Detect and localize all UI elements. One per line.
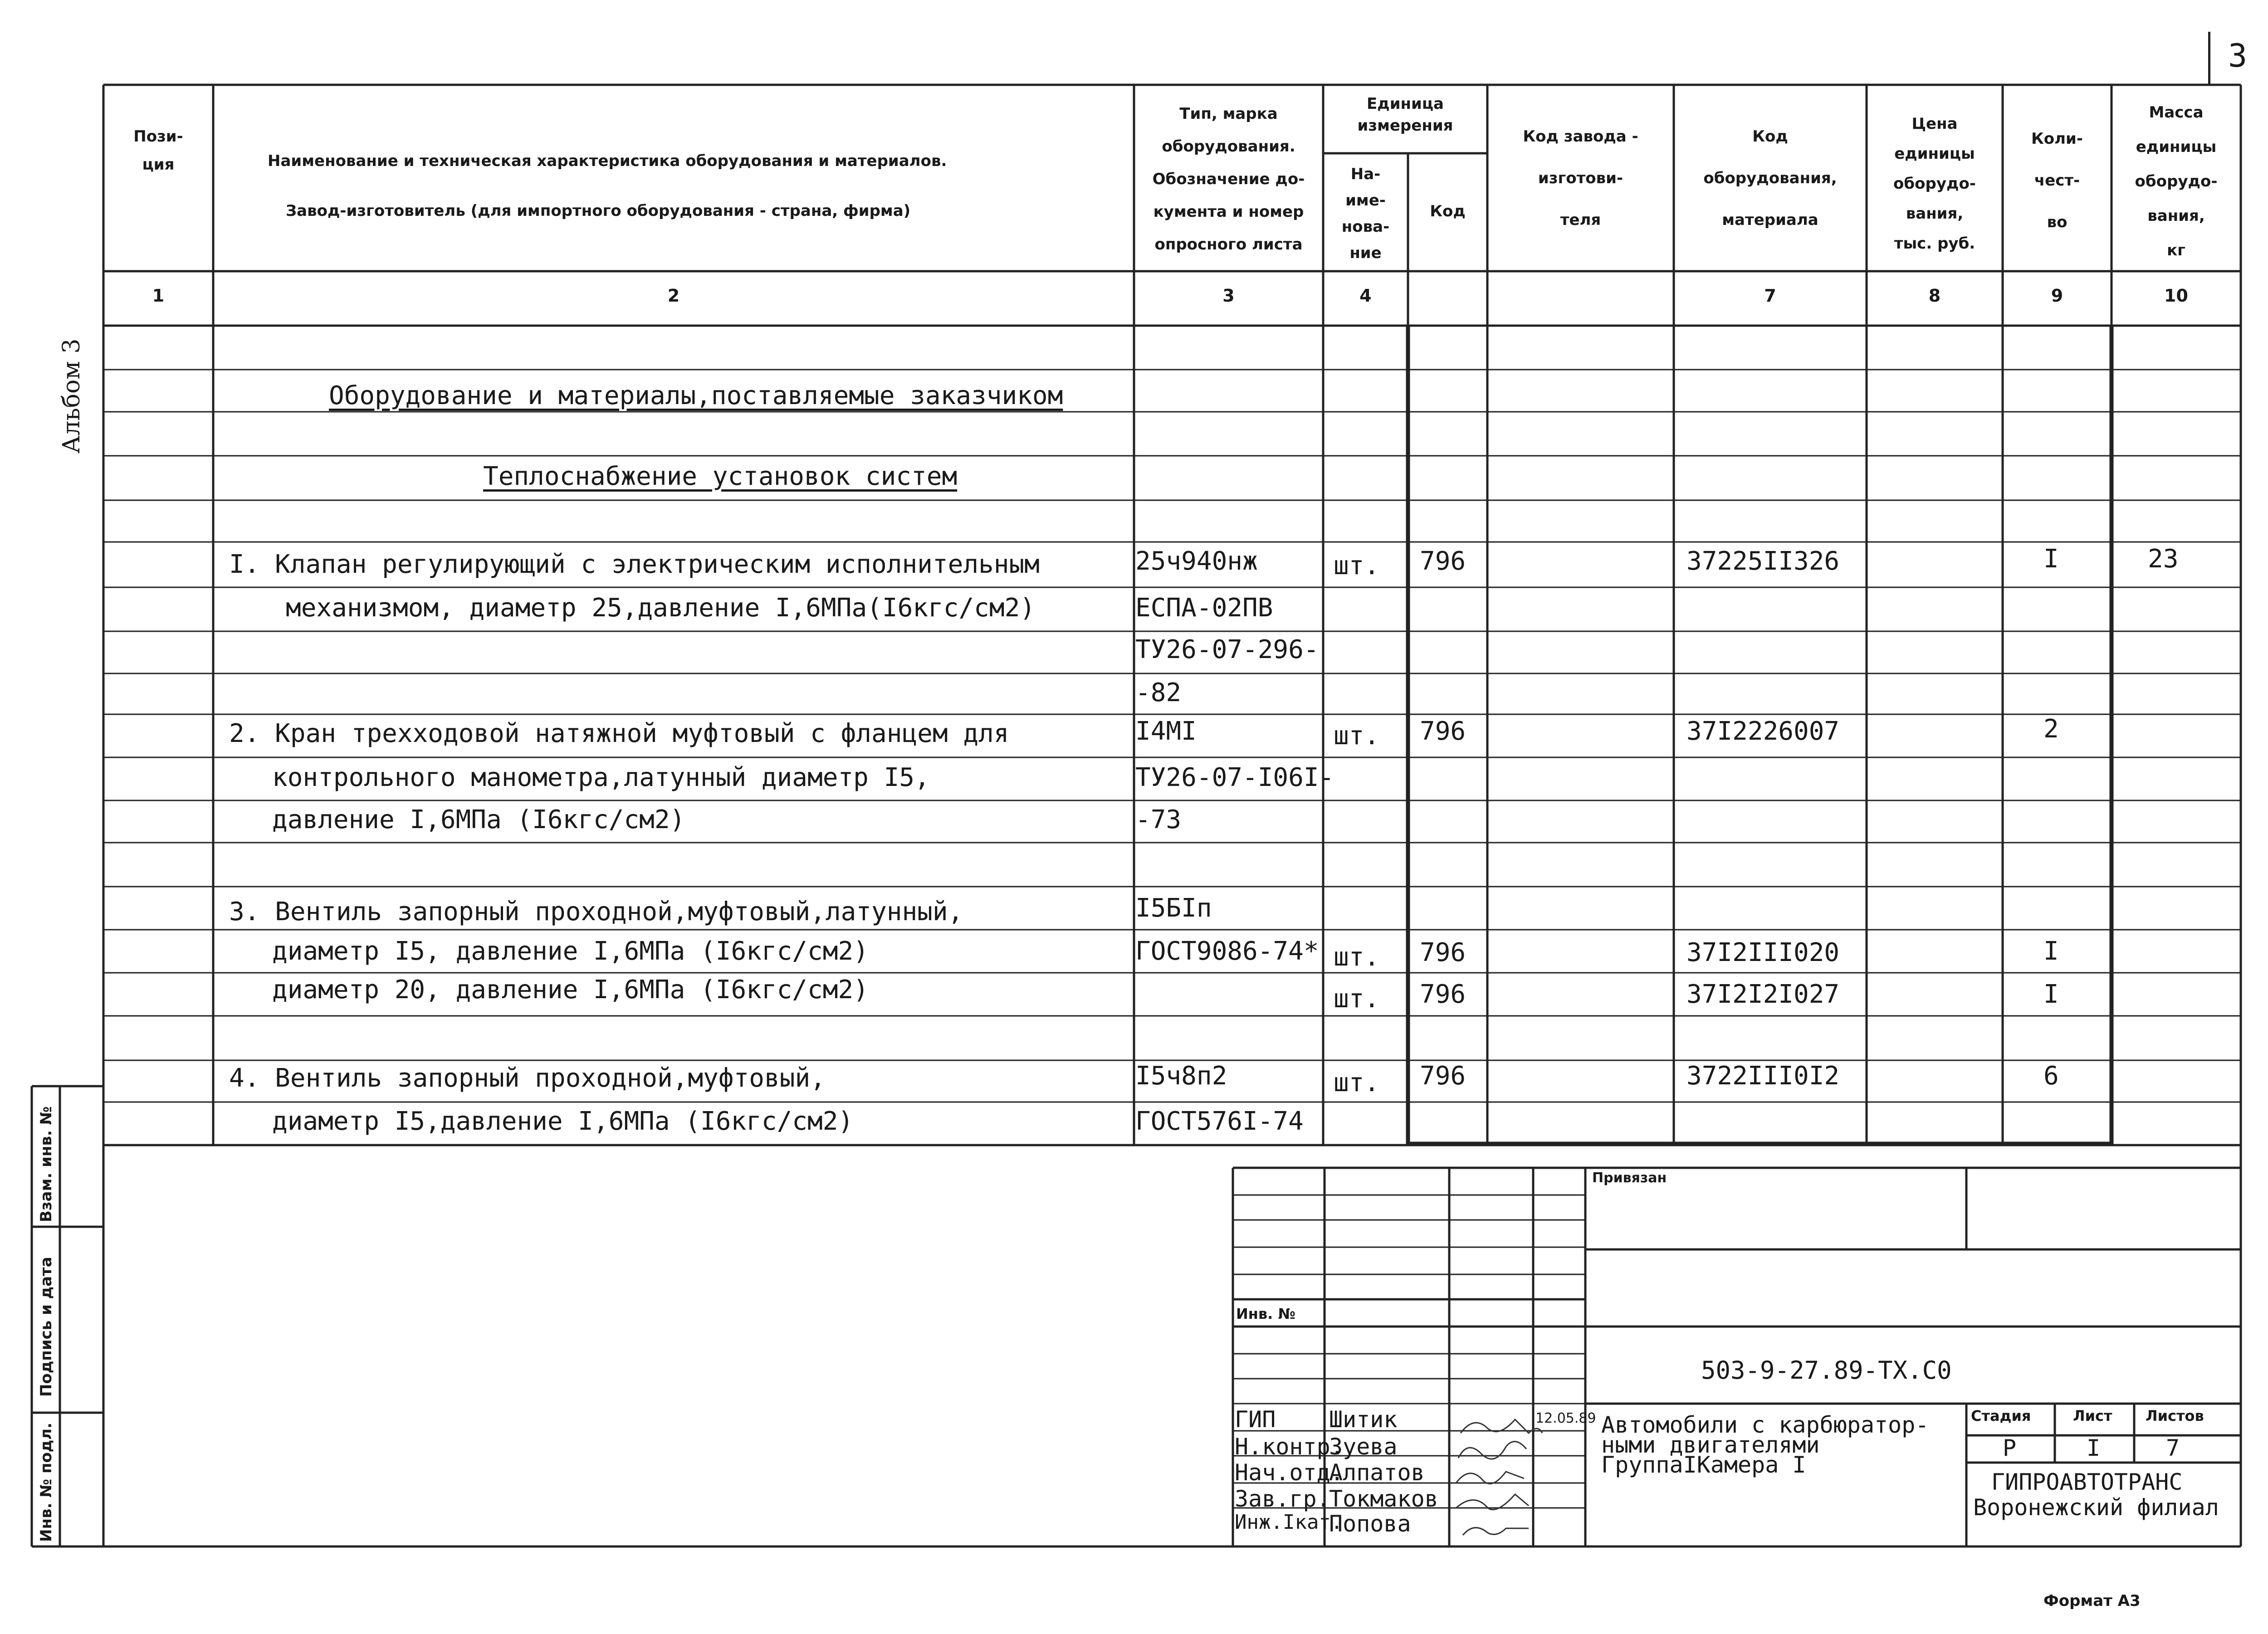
row-unit: шт.: [1334, 721, 1380, 751]
stamp-listov-label: Листов: [2146, 1407, 2204, 1424]
stamp-listov: 7: [2166, 1435, 2180, 1461]
row-name: I. Клапан регулирующий с электрическим исполнительным: [229, 550, 1040, 579]
row-type: -82: [1135, 678, 1182, 707]
row-name: диаметр I5, давление I,6МПа (I6кгс/см2): [272, 937, 869, 966]
stamp-privyazan: Привязан: [1592, 1170, 1667, 1186]
margin-label-replaced-inv: Взам. инв. №: [37, 1106, 55, 1222]
header-unit: Единица измерения: [1357, 95, 1453, 135]
header-type: Тип, марка оборудования. Обозначение до- кумента и номер опросного листа: [1152, 105, 1305, 254]
row-code: 796: [1420, 717, 1466, 746]
album-label: Альбом 3: [58, 338, 85, 454]
page-number: 3: [2228, 37, 2248, 74]
row-material-code: 37I2I2I027: [1686, 980, 1840, 1009]
sign-role: Зав.гр.: [1235, 1486, 1330, 1512]
col-number: 10: [2164, 286, 2188, 306]
header-unit-code: Код: [1430, 202, 1466, 220]
row-name: давление I,6МПа (I6кгс/см2): [272, 805, 685, 834]
header-pos: Пози- ция: [133, 127, 183, 174]
row-qty: I: [2043, 937, 2059, 966]
row-code: 796: [1420, 1061, 1466, 1091]
signatures: [1456, 1419, 1542, 1535]
row-unit: шт.: [1334, 984, 1380, 1014]
row-type: ТУ26-07-296-: [1135, 635, 1319, 664]
sign-role: ГИП: [1235, 1406, 1276, 1433]
row-qty: 6: [2043, 1061, 2059, 1091]
stamp-stadia: Р: [2003, 1435, 2017, 1461]
row-qty: I: [2043, 980, 2059, 1009]
stamp-doc-code: 503-9-27.89-ТХ.С0: [1701, 1356, 1952, 1385]
row-type: I5БIп: [1135, 893, 1212, 923]
row-unit: шт.: [1334, 1068, 1380, 1097]
row-code: 796: [1420, 980, 1466, 1009]
row-type: -73: [1135, 805, 1182, 834]
row-type: I5ч8п2: [1135, 1061, 1227, 1091]
row-name: 4. Вентиль запорный проходной,муфтовый,: [229, 1063, 826, 1093]
header-name: Наименование и техническая характеристика оборудования и материалов. Завод-изготовитель (для импортного оборудования - страна, фирма): [268, 152, 947, 220]
row-material-code: 3722III0I2: [1686, 1061, 1840, 1091]
row-name: контрольного манометра,латунный диаметр I5,: [272, 763, 930, 792]
sign-name: Шитик: [1329, 1406, 1398, 1433]
row-name: диаметр 20, давление I,6МПа (I6кгс/см2): [272, 975, 869, 1005]
section-title: Оборудование и материалы,поставляемые заказчиком: [329, 381, 1063, 410]
stamp-list: I: [2087, 1435, 2101, 1461]
row-code: 796: [1420, 546, 1466, 576]
format-label: Формат А3: [2043, 1592, 2141, 1610]
stamp-inv-no: Инв. №: [1236, 1305, 1295, 1322]
row-unit: шт.: [1334, 942, 1380, 972]
row-mass: 23: [2148, 544, 2179, 574]
sign-role: Инж.Iкат.: [1235, 1511, 1343, 1534]
sign-name: Попова: [1329, 1511, 1411, 1537]
stamp-title: Автомобили с карбюратор- ными двигателями ГруппаIКамера I: [1601, 1412, 1929, 1478]
header-qty: Коли- чест- во: [2031, 130, 2083, 231]
row-name: 3. Вентиль запорный проходной,муфтовый,латунный,: [229, 897, 963, 927]
col-number: 2: [667, 286, 680, 306]
sign-role: Н.контр.: [1235, 1434, 1344, 1460]
row-type: ГОСТ576I-74: [1135, 1107, 1304, 1136]
row-name: механизмом, диаметр 25,давление I,6МПа(I6кгс/см2): [286, 593, 1036, 623]
header-plant-code: Код завода - изготови- теля: [1523, 127, 1638, 229]
row-type: 25ч940нж: [1135, 546, 1258, 576]
header-price: Цена единицы оборудо- вания, тыс. руб.: [1893, 115, 1976, 253]
stamp-organization: ГИПРОАВТОТРАНС Воронежский филиал: [1973, 1469, 2219, 1521]
row-name: диаметр I5,давление I,6МПа (I6кгс/см2): [272, 1107, 854, 1136]
subsection-title: Теплоснабжение установок систем: [483, 462, 958, 491]
header-unit-name: На- име- нова- ние: [1341, 165, 1390, 262]
row-material-code: 37I2III020: [1686, 938, 1840, 967]
stamp-stadia-label: Стадия: [1971, 1407, 2031, 1424]
col-number: 8: [1928, 286, 1941, 306]
row-type: ЕСПА-02ПВ: [1135, 593, 1273, 623]
col-number: 4: [1359, 286, 1372, 306]
row-type: ГОСТ9086-74*: [1135, 937, 1319, 966]
row-code: 796: [1420, 938, 1466, 967]
col-number: 9: [2051, 286, 2063, 306]
header-material-code: Код оборудования, материала: [1703, 127, 1837, 229]
row-material-code: 37225II326: [1686, 546, 1840, 576]
margin-label-original-inv: Инв. № подл.: [37, 1422, 55, 1542]
col-number: 1: [152, 286, 165, 306]
margin-label-signature-date: Подпись и дата: [37, 1257, 55, 1397]
stamp-list-label: Лист: [2073, 1407, 2112, 1424]
row-type: ТУ26-07-I06I-: [1135, 763, 1334, 792]
sign-name: Алпатов: [1329, 1459, 1425, 1486]
row-qty: 2: [2043, 714, 2059, 744]
col-number: 7: [1764, 286, 1776, 306]
sign-role: Нач.отд.: [1235, 1459, 1344, 1486]
header-mass: Масса единицы оборудо- вания, кг: [2135, 103, 2218, 259]
row-material-code: 37I2226007: [1686, 717, 1840, 746]
row-type: I4MI: [1135, 717, 1197, 746]
row-name: 2. Кран трехходовой натяжной муфтовый с фланцем для: [229, 719, 1009, 748]
col-number: 3: [1222, 286, 1235, 306]
row-qty: I: [2043, 544, 2059, 574]
sign-name: Токмаков: [1329, 1486, 1438, 1512]
row-unit: шт.: [1334, 551, 1380, 580]
stamp-date: 12.05.89: [1535, 1410, 1596, 1426]
sign-name: Зуева: [1329, 1434, 1398, 1460]
